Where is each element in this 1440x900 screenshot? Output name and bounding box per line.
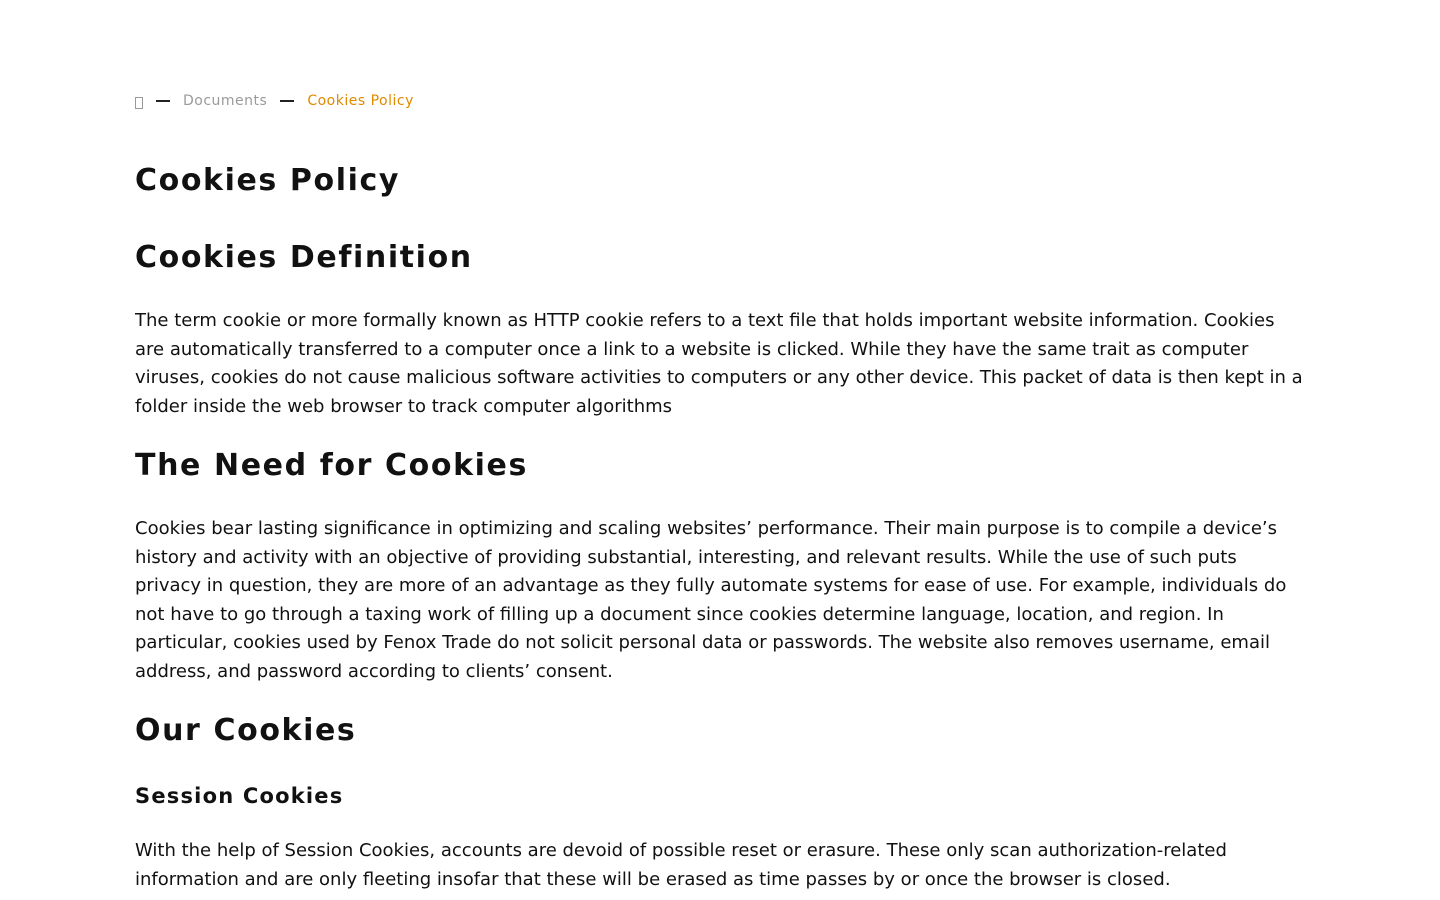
breadcrumb-documents-link[interactable]: Documents (183, 93, 268, 109)
page-title: Cookies Policy (135, 163, 401, 198)
breadcrumb-separator (156, 100, 170, 102)
breadcrumb-separator (280, 100, 294, 102)
section-heading-need-for-cookies: The Need for Cookies (135, 448, 528, 483)
breadcrumb-current: Cookies Policy (307, 93, 414, 109)
subsection-heading-session-cookies: Session Cookies (135, 784, 344, 808)
subsection-body-session-cookies: With the help of Session Cookies, accounts are devoid of possible reset or erasure. These only scan authorization-related information and are only fleeting insofar that these will be erased as time passes by or once the browser is closed. (135, 840, 1227, 890)
section-body-need-for-cookies: Cookies bear lasting significance in optimizing and scaling websites’ performance. Their main purpose is to compile a device’s history and activity with an objective of providing substantial, interesting, and relevant results. While the use of such puts privacy in question, they are more of an advantage as they fully automate systems for ease of use. For example, individuals do not have to go through a taxing work of filling up a document since cookies determine language, location, and region. In particular, cookies used by Fenox Trade do not solicit personal data or passwords. The website also removes username, email address, and password according to clients’ consent. (135, 518, 1287, 682)
section-heading-our-cookies: Our Cookies (135, 713, 357, 748)
section-heading-cookies-definition: Cookies Definition (135, 240, 473, 275)
home-icon[interactable] (135, 97, 143, 109)
breadcrumb (135, 93, 414, 109)
section-body-cookies-definition: The term cookie or more formally known as HTTP cookie refers to a text file that holds important website information. Cookies are automatically transferred to a computer once a link to a website is clicked. While they have the same trait as computer viruses, cookies do not cause malicious software activities to computers or any other device. This packet of data is then kept in a folder inside the web browser to track computer algorithms (135, 310, 1303, 417)
